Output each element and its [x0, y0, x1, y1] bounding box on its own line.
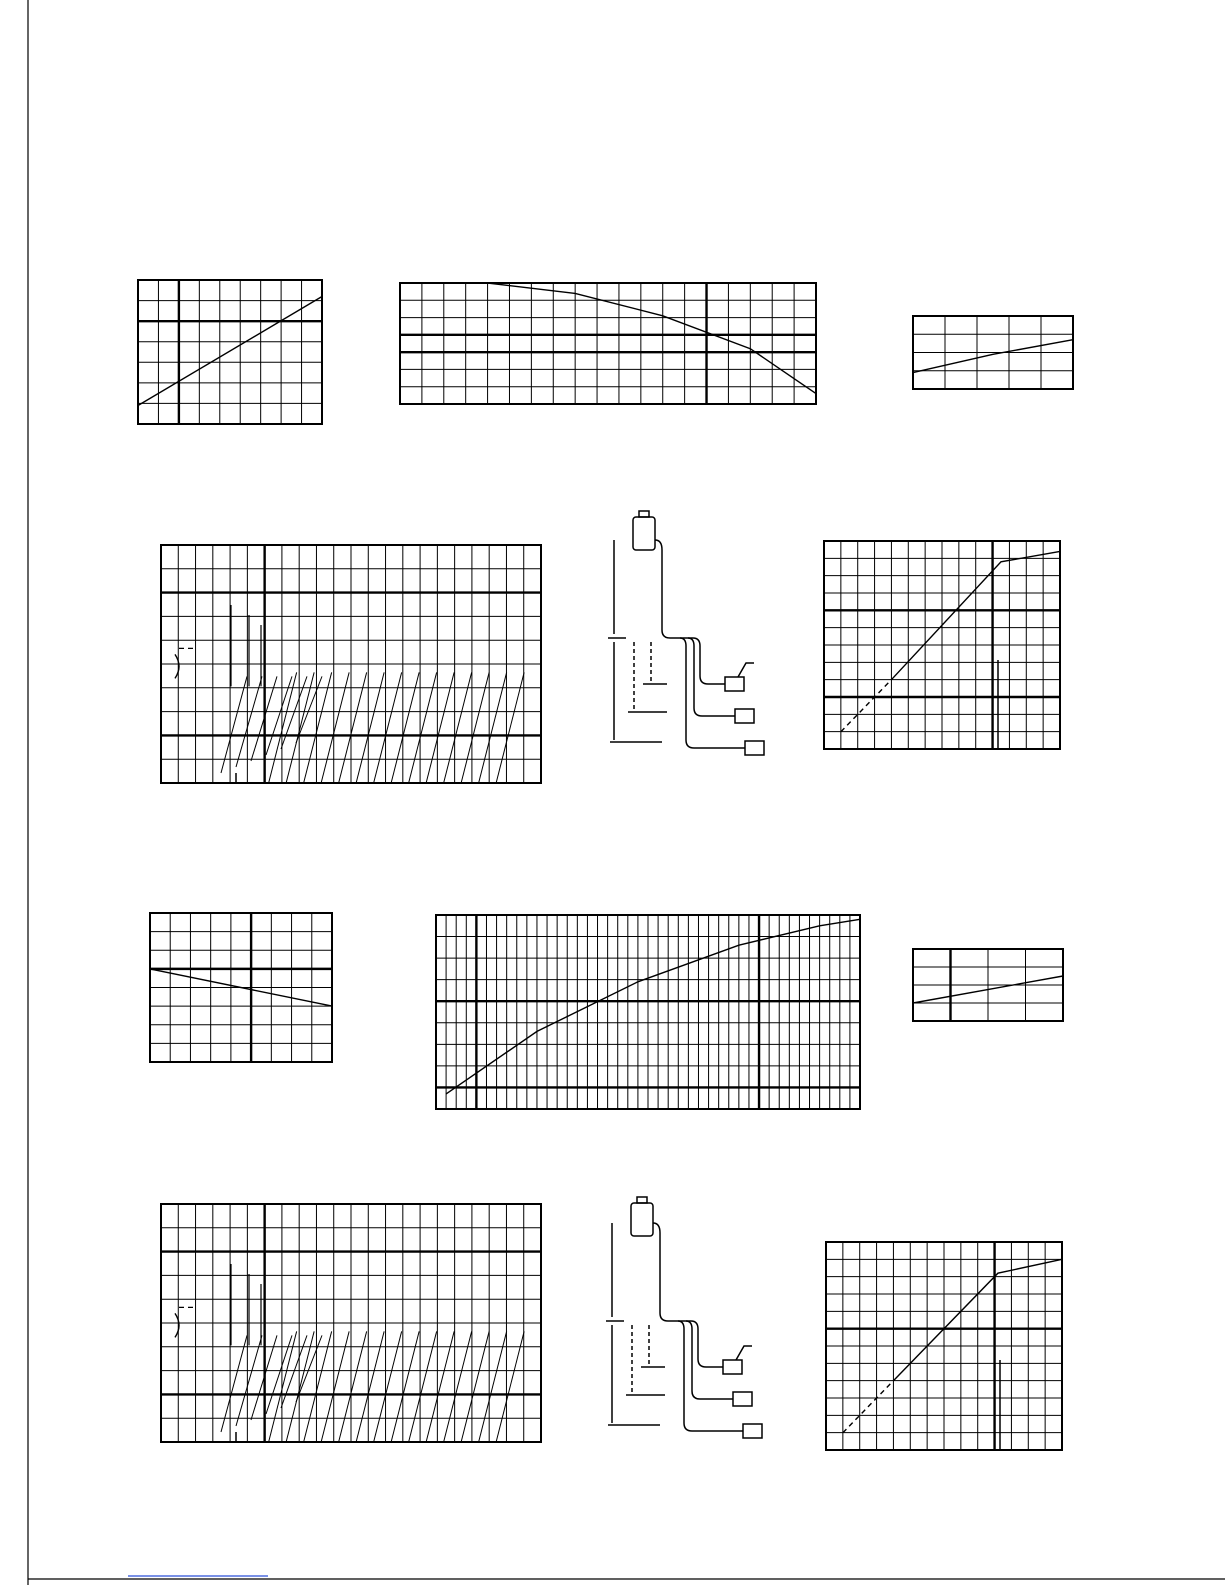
- outdoor-unit-1: [633, 517, 655, 550]
- c4-grid-hatch: [409, 672, 437, 783]
- leader-2: [736, 1346, 752, 1360]
- outdoor-unit-2-cap: [637, 1197, 647, 1203]
- c4-grid-hatch: [321, 672, 349, 783]
- outdoor-unit-1-cap: [639, 511, 649, 517]
- c4-grid-hatch: [461, 672, 489, 783]
- c4-grid-hatch: [374, 672, 402, 783]
- c9-fan-hatch: [296, 1335, 322, 1402]
- c4-grid: [161, 545, 541, 783]
- indoor-unit-2b: [733, 1392, 752, 1406]
- c9-grid-hatch: [321, 1331, 349, 1442]
- c9-grid: [161, 1204, 541, 1442]
- indoor-unit-1c: [745, 741, 764, 755]
- c9-grid-hatch: [286, 1331, 314, 1442]
- c9-grid-hatch: [444, 1331, 472, 1442]
- indoor-unit-2a: [723, 1360, 742, 1374]
- c5-grid: [824, 541, 1060, 749]
- c1-frame: [138, 280, 322, 424]
- piping-diagram-2: [606, 1197, 762, 1438]
- c8-grid: [913, 949, 1063, 1021]
- c4-fan-hatch: [281, 676, 307, 749]
- c4-grid-hatch: [444, 672, 472, 783]
- chart-1: [138, 280, 322, 424]
- c9-grid-hatch: [479, 1331, 507, 1442]
- c4-grid-hatch: [479, 672, 507, 783]
- c3-series-line-1: [913, 340, 1073, 373]
- c9-fan-hatch: [221, 1335, 247, 1432]
- c9-grid-hatch: [339, 1331, 367, 1442]
- c7-grid: [436, 915, 860, 1109]
- indoor-unit-1a: [725, 677, 744, 691]
- main-pipe-1: [655, 540, 725, 684]
- c7-series-line-1: [446, 919, 860, 1094]
- c4-grid-hatch: [286, 672, 314, 783]
- indoor-unit-2c: [743, 1424, 762, 1438]
- c9-fan-hatch: [281, 1335, 307, 1408]
- chart-8: [913, 949, 1063, 1021]
- c2-series-line-1: [488, 283, 816, 394]
- branch-pipe-2b: [678, 1321, 743, 1431]
- c4-grid-hatch: [426, 672, 454, 783]
- c4-grid-hatch: [496, 672, 524, 783]
- c9-grid-hatch: [374, 1331, 402, 1442]
- c9-grid-hatch: [391, 1331, 419, 1442]
- c4-fan-hatch: [236, 676, 262, 767]
- branch-pipe-1b: [680, 638, 745, 748]
- c4-fan-hatch: [221, 676, 247, 773]
- fan-diagram-2: [161, 1204, 541, 1442]
- c9-grid-hatch: [356, 1331, 384, 1442]
- c5-series-line-2: [841, 680, 892, 732]
- c4-grid-hatch: [356, 672, 384, 783]
- c9-grid-hatch: [304, 1331, 332, 1442]
- piping-diagram-1: [608, 511, 764, 755]
- c9-grid-hatch: [461, 1331, 489, 1442]
- c9-grid-hatch: [409, 1331, 437, 1442]
- c9-fan-hatch: [236, 1335, 262, 1426]
- c4-grid-hatch: [339, 672, 367, 783]
- c3-grid: [913, 316, 1073, 389]
- chart-6: [150, 913, 332, 1062]
- chart-2: [400, 283, 816, 404]
- leader-1: [738, 663, 754, 677]
- chart-3: [913, 316, 1073, 389]
- outdoor-unit-2: [631, 1203, 653, 1236]
- c4-fan-hatch: [296, 676, 322, 743]
- c10-grid: [826, 1242, 1062, 1450]
- fan-diagram-1: [161, 545, 541, 783]
- indoor-unit-1b: [735, 709, 754, 723]
- c1-grid: [138, 280, 322, 424]
- c1-series-line-1: [138, 297, 322, 406]
- c4-grid-hatch: [391, 672, 419, 783]
- c9-grid-hatch: [426, 1331, 454, 1442]
- c10-series-line-2: [843, 1381, 894, 1433]
- chart-7: [436, 915, 860, 1109]
- chart-10: [826, 1242, 1062, 1450]
- c4-grid-hatch: [304, 672, 332, 783]
- chart-5: [824, 541, 1060, 749]
- c9-grid-hatch: [496, 1331, 524, 1442]
- main-pipe-2: [653, 1223, 723, 1367]
